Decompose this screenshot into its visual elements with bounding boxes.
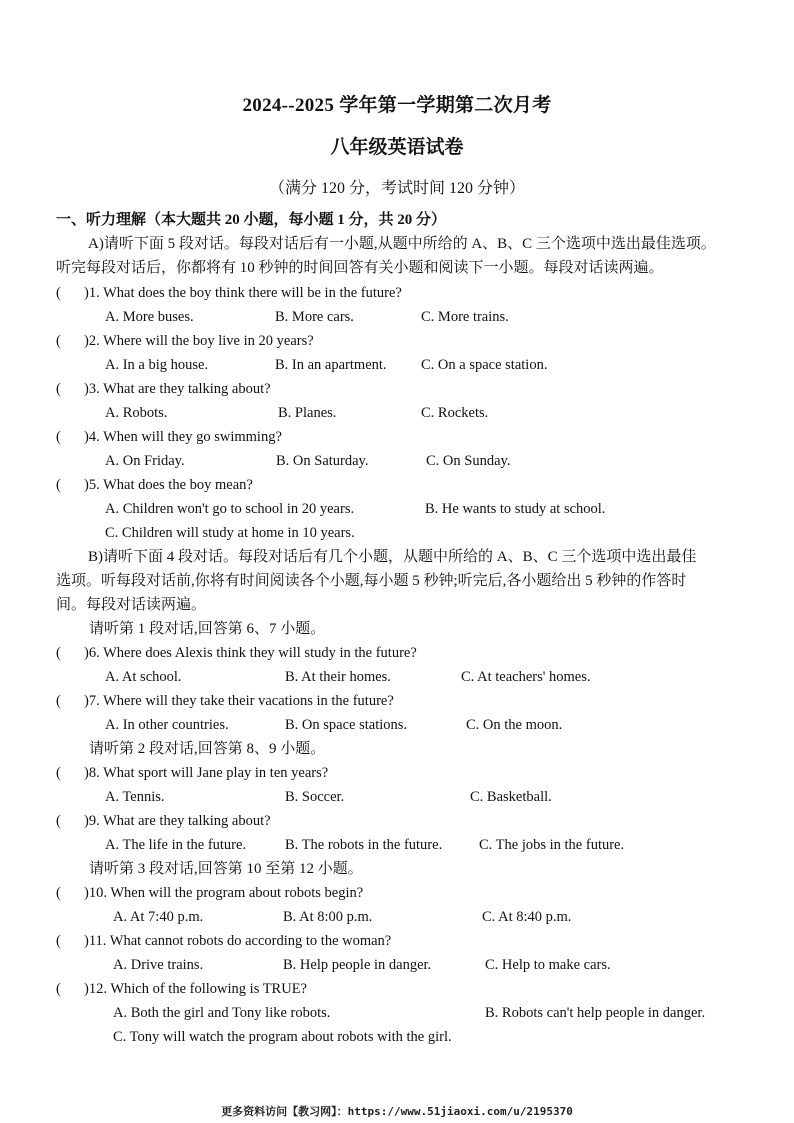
question-10: ( )10. When will the program about robots begin? — [56, 885, 364, 901]
question-1: ( )1. What does the boy think there will be in the future? — [56, 285, 402, 301]
option-a: A. Both the girl and Tony like robots. — [113, 1005, 331, 1021]
exam-title: 2024--2025 学年第一学期第二次月考 — [242, 95, 552, 116]
part-b-instruction-2: 选项。听每段对话前,你将有时间阅读各个小题,每小题 5 秒钟;听完后,各小题给出 5 秒钟的作答时 — [56, 573, 687, 589]
question-2: ( )2. Where will the boy live in 20 years? — [56, 333, 314, 349]
option-a: A. More buses. — [105, 309, 194, 325]
option-b: B. He wants to study at school. — [425, 501, 606, 517]
option-c: C. Help to make cars. — [485, 957, 611, 973]
option-a: A. The life in the future. — [105, 837, 247, 853]
option-c: C. The jobs in the future. — [479, 837, 625, 853]
option-a: A. Drive trains. — [113, 957, 204, 973]
answer-blank[interactable]: ( — [56, 645, 61, 661]
option-a: A. Tennis. — [105, 789, 165, 805]
option-a: A. Children won't go to school in 20 years. — [105, 501, 355, 517]
option-a: A. In a big house. — [105, 357, 209, 373]
dialog-1-intro: 请听第 1 段对话,回答第 6、7 小题。 — [89, 621, 326, 637]
answer-blank[interactable]: ( — [56, 477, 61, 493]
option-a: A. At 7:40 p.m. — [113, 909, 204, 925]
question-12: ( )12. Which of the following is TRUE? — [56, 981, 307, 997]
question-text: 12. Which of the following is TRUE? — [88, 981, 307, 997]
option-c: C. Rockets. — [421, 405, 489, 421]
answer-blank[interactable]: ( — [56, 885, 61, 901]
option-b: B. At their homes. — [285, 669, 391, 685]
option-c: C. Basketball. — [470, 789, 552, 805]
question-3: ( )3. What are they talking about? — [56, 381, 271, 397]
answer-blank[interactable]: ( — [56, 693, 61, 709]
question-text: 8. What sport will Jane play in ten years? — [88, 765, 329, 781]
answer-blank[interactable]: ( — [56, 285, 61, 301]
part-a-instruction-1: A)请听下面 5 段对话。每段对话后有一小题,从题中所给的 A、B、C 三个选项中选出最佳选项。 — [88, 236, 716, 252]
answer-blank[interactable]: ( — [56, 813, 61, 829]
option-a: A. Robots. — [105, 405, 168, 421]
question-text: 6. Where does Alexis think they will study in the future? — [88, 645, 417, 661]
answer-blank[interactable]: ( — [56, 765, 61, 781]
option-b: B. Help people in danger. — [283, 957, 432, 973]
exam-subject: 八年级英语试卷 — [330, 137, 464, 158]
answer-blank[interactable]: ( — [56, 381, 61, 397]
option-b: B. On Saturday. — [276, 453, 369, 469]
option-b: B. Robots can't help people in danger. — [485, 1005, 706, 1021]
question-5: ( )5. What does the boy mean? — [56, 477, 253, 493]
option-b: B. At 8:00 p.m. — [283, 909, 373, 925]
answer-blank[interactable]: ( — [56, 429, 61, 445]
question-6: ( )6. Where does Alexis think they will study in the future? — [56, 645, 417, 661]
question-text: 2. Where will the boy live in 20 years? — [88, 333, 314, 349]
option-c: C. At 8:40 p.m. — [482, 909, 572, 925]
option-c: C. On Sunday. — [426, 453, 511, 469]
question-7: ( )7. Where will they take their vacations in the future? — [56, 693, 394, 709]
question-9: ( )9. What are they talking about? — [56, 813, 271, 829]
dialog-3-intro: 请听第 3 段对话,回答第 10 至第 12 小题。 — [89, 861, 363, 877]
part-b-instruction-3: 间。每段对话读两遍。 — [56, 597, 207, 613]
dialog-2-intro: 请听第 2 段对话,回答第 8、9 小题。 — [89, 741, 326, 757]
answer-blank[interactable]: ( — [56, 933, 61, 949]
footer-link[interactable]: 更多资料访问【教习网】：https://www.51jiaoxi.com/u/2195370 — [221, 1105, 573, 1118]
option-b: B. The robots in the future. — [285, 837, 443, 853]
question-text: 1. What does the boy think there will be in the future? — [88, 285, 402, 301]
part-b-instruction-1: B)请听下面 4 段对话。每段对话后有几个小题，从题中所给的 A、B、C 三个选项中选出最佳 — [88, 549, 697, 565]
part-a-instruction-2: 听完每段对话后，你都将有 10 秒钟的时间回答有关小题和阅读下一小题。每段对话读两遍。 — [56, 260, 664, 276]
option-b: B. Soccer. — [285, 789, 345, 805]
question-text: 5. What does the boy mean? — [88, 477, 253, 493]
question-text: 3. What are they talking about? — [88, 381, 271, 397]
exam-note: （满分 120 分，考试时间 120 分钟） — [268, 180, 525, 197]
option-a: A. On Friday. — [105, 453, 185, 469]
option-b: B. More cars. — [275, 309, 354, 325]
question-text: 4. When will they go swimming? — [88, 429, 282, 445]
option-c: C. More trains. — [421, 309, 509, 325]
option-c: C. At teachers' homes. — [461, 669, 591, 685]
question-text: 11. What cannot robots do according to the woman? — [88, 933, 392, 949]
option-c: C. Children will study at home in 10 years. — [105, 525, 355, 541]
question-text: 7. Where will they take their vacations in the future? — [88, 693, 394, 709]
question-8: ( )8. What sport will Jane play in ten years? — [56, 765, 329, 781]
section-heading: 一、听力理解（本大题共 20 小题，每小题 1 分，共 20 分） — [56, 212, 447, 228]
option-b: B. On space stations. — [285, 717, 408, 733]
option-c: C. On a space station. — [421, 357, 548, 373]
question-11: ( )11. What cannot robots do according to the woman? — [56, 933, 392, 949]
option-b: B. Planes. — [278, 405, 337, 421]
question-text: 9. What are they talking about? — [88, 813, 271, 829]
question-4: ( )4. When will they go swimming? — [56, 429, 282, 445]
option-a: A. At school. — [105, 669, 182, 685]
question-text: 10. When will the program about robots begin? — [88, 885, 364, 901]
answer-blank[interactable]: ( — [56, 333, 61, 349]
option-a: A. In other countries. — [105, 717, 229, 733]
option-c: C. Tony will watch the program about robots with the girl. — [113, 1029, 452, 1045]
option-b: B. In an apartment. — [275, 357, 387, 373]
option-c: C. On the moon. — [466, 717, 563, 733]
answer-blank[interactable]: ( — [56, 981, 61, 997]
